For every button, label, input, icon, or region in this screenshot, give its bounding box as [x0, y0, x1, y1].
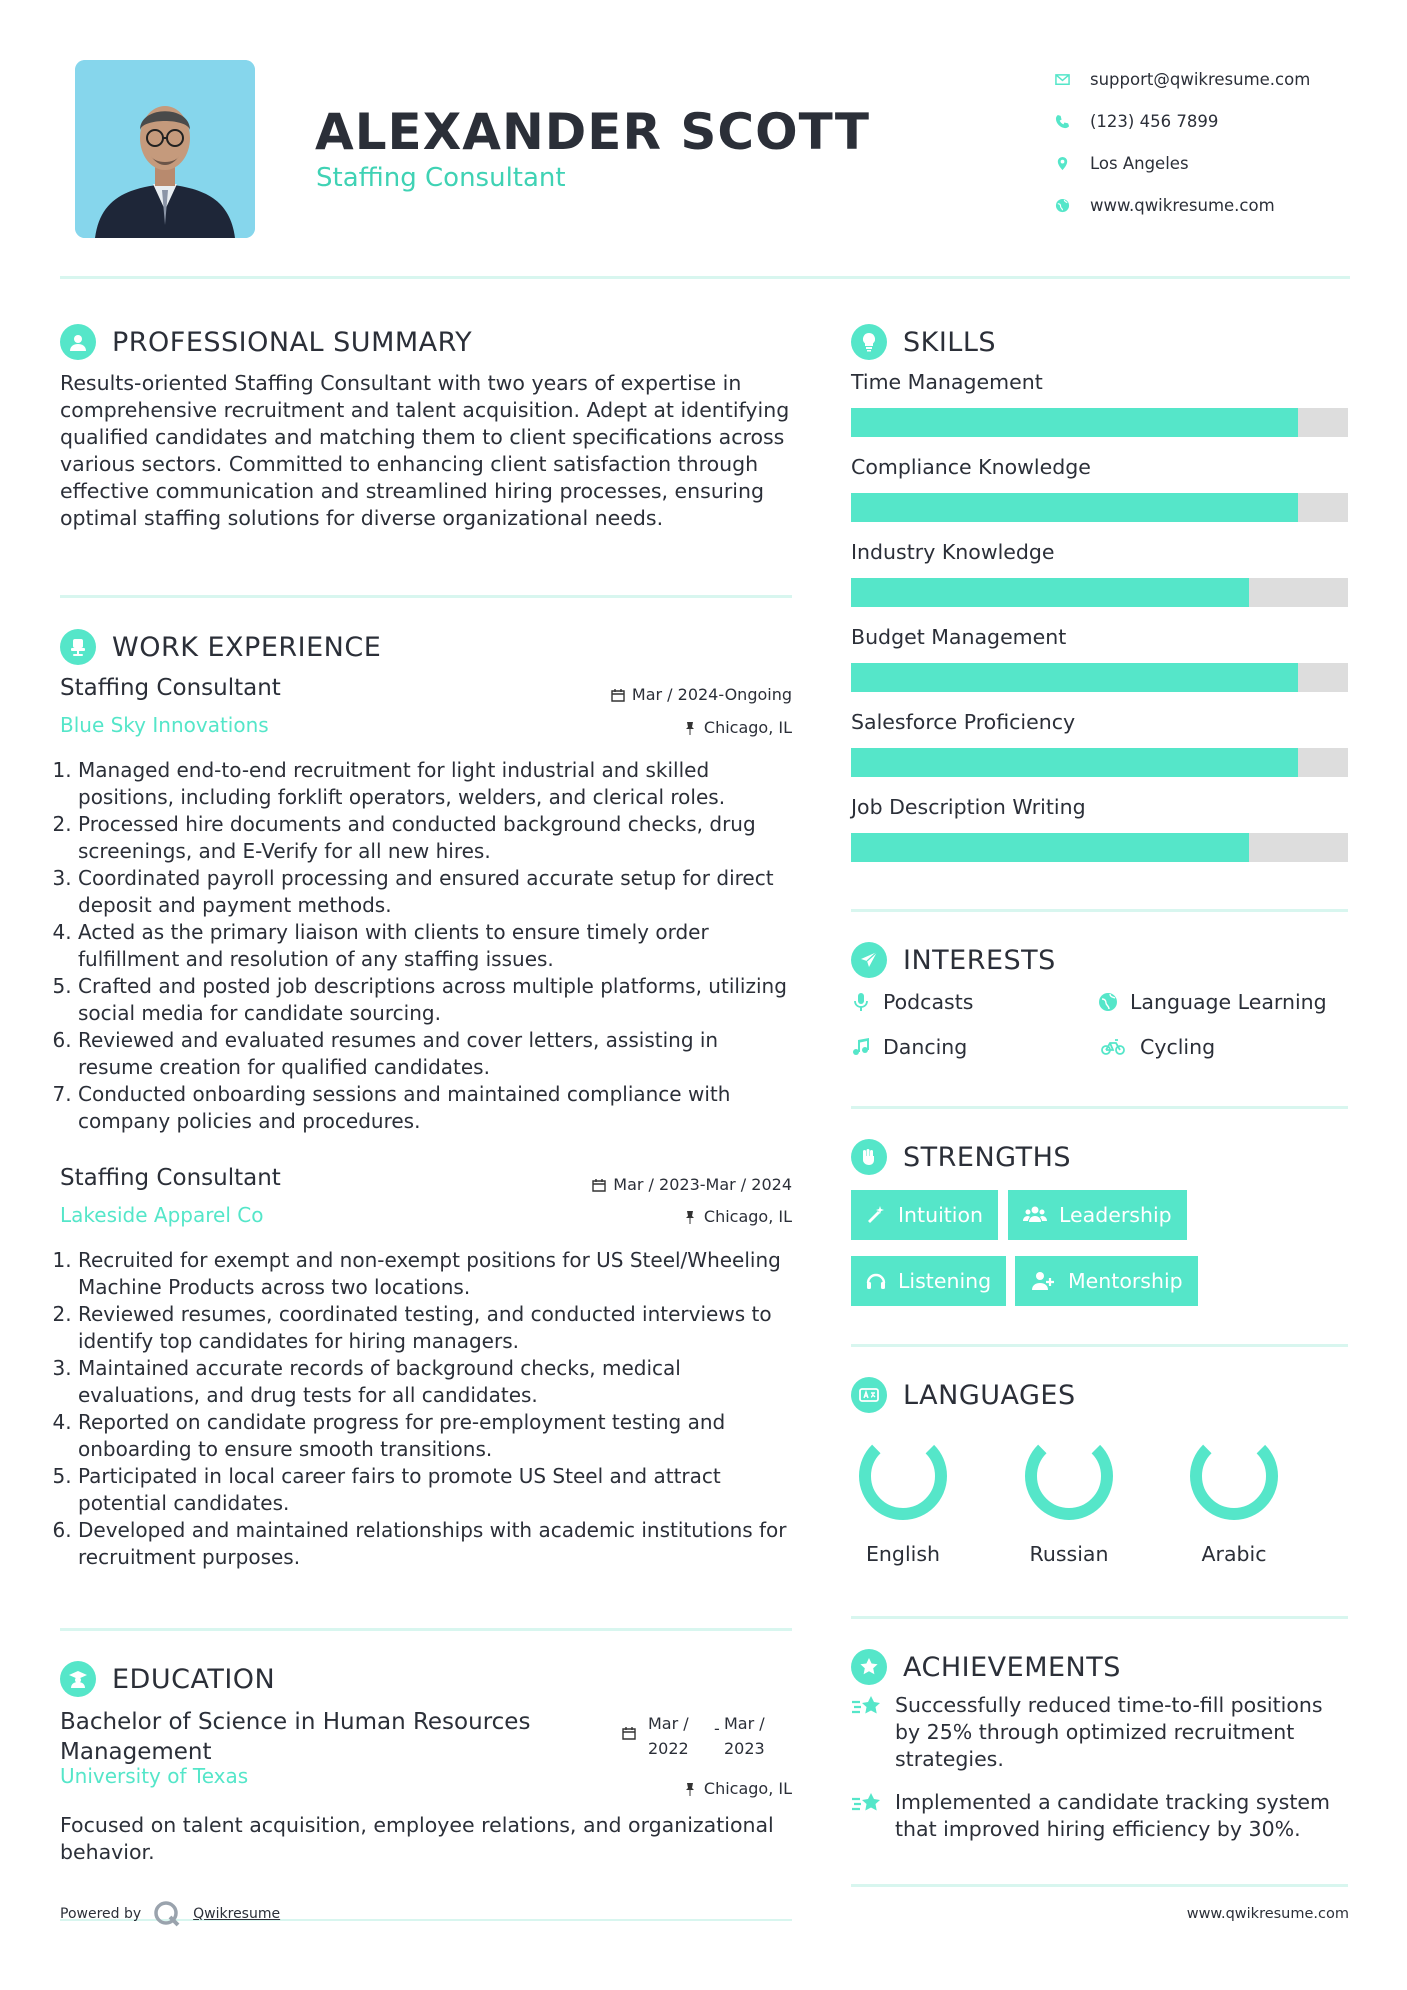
pushpin-icon — [683, 1782, 697, 1796]
pushpin-icon — [683, 1210, 697, 1224]
contact-email-text: support@qwikresume.com — [1090, 69, 1311, 89]
job-date — [592, 1175, 792, 1194]
interests-title: INTERESTS — [903, 944, 1056, 976]
calendar-icon — [611, 688, 625, 702]
map-pin-icon — [1054, 155, 1070, 171]
candidate-name: ALEXANDER SCOTT — [315, 103, 870, 161]
work-divider — [60, 1628, 792, 1631]
skill-item — [851, 370, 1348, 437]
interest-label: Cycling — [1140, 1035, 1216, 1059]
headphones-icon — [866, 1271, 886, 1291]
strengths-title: STRENGTHS — [903, 1141, 1072, 1173]
languages-header — [851, 1375, 1076, 1415]
skill-name: Time Management — [851, 370, 1043, 394]
job-bullet: 7. Conducted onboarding sessions and maintained compliance with company policies and procedures. — [78, 1081, 792, 1135]
skill-bar-fill — [851, 578, 1249, 607]
qwikresume-logo-icon — [153, 1900, 181, 1928]
language-ring — [1023, 1430, 1115, 1522]
skill-bar — [851, 833, 1348, 862]
skill-bar — [851, 408, 1348, 437]
microphone-icon — [851, 992, 871, 1012]
education-start-month: Mar / — [648, 1714, 689, 1733]
work-title: WORK EXPERIENCE — [112, 631, 382, 663]
skill-bar-fill — [851, 663, 1298, 692]
interest-label: Podcasts — [883, 990, 974, 1014]
job-bullet: 4. Acted as the primary liaison with clients to ensure timely order fulfillment and resolution of any staffing issues. — [78, 919, 792, 973]
contact-website[interactable] — [1054, 184, 1374, 226]
strength-chip — [1015, 1256, 1198, 1306]
education-end — [724, 1711, 765, 1761]
achievement-item — [851, 1789, 1351, 1843]
skills-divider — [851, 909, 1348, 912]
job-bullet: 3. Maintained accurate records of background checks, medical evaluations, and drug tests for all candidates. — [78, 1355, 792, 1409]
strength-chip — [851, 1190, 998, 1240]
languages-divider — [851, 1616, 1348, 1619]
skills-title: SKILLS — [903, 326, 997, 358]
job-bullets — [60, 757, 792, 1135]
profile-photo — [75, 60, 255, 238]
language-ring — [857, 1430, 949, 1522]
interests-divider — [851, 1106, 1348, 1109]
star-badge-icon — [851, 1649, 887, 1685]
summary-text: Results-oriented Staffing Consultant with two years of expertise in comprehensive recruitment and talent acquisition. Adept at identifying qualified candidates and matching them to client specifications across various sectors. Committed to enhancing client satisfaction through effective communication and streamlined hiring processes, ensuring optimal staffing solutions for diverse organizational needs. — [60, 371, 790, 530]
job-date-text: Mar / 2024-Ongoing — [631, 685, 792, 704]
globe-icon — [1054, 197, 1070, 213]
fist-icon — [851, 1139, 887, 1175]
education-start — [648, 1711, 689, 1761]
education-location-text: Chicago, IL — [703, 1779, 792, 1798]
strength-label: Listening — [898, 1269, 992, 1293]
job-company: Blue Sky Innovations — [60, 713, 269, 737]
portrait-image — [75, 60, 255, 238]
languages-title: LANGUAGES — [903, 1379, 1076, 1411]
interest-label: Language Learning — [1130, 990, 1327, 1014]
contact-phone[interactable] — [1054, 100, 1374, 142]
contact-phone-text: (123) 456 7899 — [1090, 111, 1219, 131]
summary-title: PROFESSIONAL SUMMARY — [112, 326, 473, 358]
user-plus-icon — [1030, 1271, 1056, 1291]
header-divider — [60, 276, 1350, 279]
language-card-icon — [851, 1377, 887, 1413]
phone-icon — [1054, 113, 1070, 129]
language-item — [843, 1430, 963, 1566]
summary-divider — [60, 595, 792, 598]
job-bullet: 4. Reported on candidate progress for pre-employment testing and onboarding to ensure smooth transitions. — [78, 1409, 792, 1463]
skill-item — [851, 540, 1348, 607]
language-ring-arc — [1188, 1430, 1280, 1522]
job-location-text: Chicago, IL — [703, 718, 792, 737]
skill-bar-fill — [851, 833, 1249, 862]
job-location — [683, 1207, 792, 1226]
skills-header — [851, 322, 996, 362]
education-title: EDUCATION — [112, 1663, 276, 1695]
education-dates — [622, 1709, 792, 1761]
job-company: Lakeside Apparel Co — [60, 1203, 264, 1227]
skill-bar-fill — [851, 748, 1298, 777]
job-entry-1 — [60, 675, 792, 1135]
education-end-month: Mar / — [724, 1714, 765, 1733]
strength-label: Intuition — [898, 1203, 984, 1227]
magic-wand-icon — [866, 1205, 886, 1225]
education-header — [60, 1659, 275, 1699]
job-entry-2 — [60, 1165, 792, 1571]
interest-item — [851, 990, 973, 1014]
achievements-header — [851, 1647, 1121, 1687]
users-icon — [1023, 1205, 1047, 1225]
skill-name: Salesforce Proficiency — [851, 710, 1076, 734]
work-header — [60, 627, 381, 667]
skill-item — [851, 455, 1348, 522]
school-name: University of Texas — [60, 1764, 249, 1788]
job-title: Staffing Consultant — [60, 1165, 281, 1191]
job-location — [683, 718, 792, 737]
language-ring-arc — [857, 1430, 949, 1522]
job-bullet: 5. Participated in local career fairs to promote US Steel and attract potential candidates. — [78, 1463, 792, 1517]
chair-icon — [60, 629, 96, 665]
strength-label: Mentorship — [1068, 1269, 1183, 1293]
interest-item — [1098, 990, 1327, 1014]
skill-bar-fill — [851, 408, 1298, 437]
contact-list — [1054, 58, 1374, 226]
shooting-star-icon — [851, 1694, 883, 1722]
achievement-text: Successfully reduced time-to-fill positions by 25% through optimized recruitment strategies. — [895, 1693, 1323, 1771]
job-bullet: 2. Processed hire documents and conducted background checks, drug screenings, and E-Verify for all new hires. — [78, 811, 792, 865]
degree-title: Bachelor of Science in Human Resources Management — [60, 1709, 531, 1765]
job-title: Staffing Consultant — [60, 675, 281, 701]
skill-name: Industry Knowledge — [851, 540, 1055, 564]
skill-name: Budget Management — [851, 625, 1067, 649]
job-bullet: 2. Reviewed resumes, coordinated testing, and conducted interviews to identify top candidates for hiring managers. — [78, 1301, 792, 1355]
job-bullet: 3. Coordinated payroll processing and ensured accurate setup for direct deposit and payment methods. — [78, 865, 792, 919]
language-name: English — [865, 1542, 941, 1566]
skill-bar — [851, 493, 1348, 522]
interest-item — [1098, 1035, 1215, 1059]
interest-item — [851, 1035, 967, 1059]
strengths-divider — [851, 1344, 1348, 1347]
contact-location — [1054, 142, 1374, 184]
skill-bar — [851, 748, 1348, 777]
language-ring — [1188, 1430, 1280, 1522]
contact-location-text: Los Angeles — [1090, 153, 1189, 173]
strength-label: Leadership — [1059, 1203, 1172, 1227]
job-bullets — [60, 1247, 792, 1571]
skill-name: Compliance Knowledge — [851, 455, 1091, 479]
education-description: Focused on talent acquisition, employee relations, and organizational behavior. — [60, 1813, 774, 1864]
pushpin-icon — [683, 721, 697, 735]
language-item — [1174, 1430, 1294, 1566]
skill-item — [851, 625, 1348, 692]
education-end-year: 2023 — [724, 1739, 765, 1758]
achievements-divider — [851, 1884, 1348, 1887]
education-start-year: 2022 — [648, 1739, 689, 1758]
achievement-item — [851, 1692, 1351, 1773]
music-note-icon — [851, 1037, 871, 1057]
contact-email[interactable] — [1054, 58, 1374, 100]
job-bullet: 6. Developed and maintained relationships with academic institutions for recruitment purposes. — [78, 1517, 792, 1571]
strength-chip — [1008, 1190, 1187, 1240]
education-location — [683, 1779, 792, 1798]
contact-website-text: www.qwikresume.com — [1090, 195, 1275, 215]
job-bullet: 1. Managed end-to-end recruitment for light industrial and skilled positions, including forklift operators, welders, and clerical roles. — [78, 757, 792, 811]
calendar-icon — [622, 1726, 636, 1740]
shooting-star-icon — [851, 1791, 883, 1819]
language-ring-arc — [1023, 1430, 1115, 1522]
skill-bar — [851, 663, 1348, 692]
strengths-header — [851, 1137, 1071, 1177]
footer-website[interactable]: www.qwikresume.com — [1186, 1906, 1349, 1922]
globe-icon — [1098, 992, 1118, 1012]
skill-bar-fill — [851, 493, 1298, 522]
job-date-text: Mar / 2023-Mar / 2024 — [613, 1175, 792, 1194]
paper-plane-icon — [851, 942, 887, 978]
lightbulb-icon — [851, 324, 887, 360]
language-name: Arabic — [1201, 1542, 1267, 1566]
job-bullet: 5. Crafted and posted job descriptions across multiple platforms, utilizing social media for candidate sourcing. — [78, 973, 792, 1027]
calendar-icon — [592, 1178, 606, 1192]
skill-bar — [851, 578, 1348, 607]
job-bullet: 6. Reviewed and evaluated resumes and cover letters, assisting in resume creation for qualified candidates. — [78, 1027, 792, 1081]
graduate-icon — [60, 1661, 96, 1697]
interest-label: Dancing — [883, 1035, 968, 1059]
skill-item — [851, 795, 1348, 862]
strength-chip — [851, 1256, 1006, 1306]
user-icon — [60, 324, 96, 360]
footer-powered-by — [60, 1900, 280, 1928]
powered-by-text: Powered by — [60, 1906, 142, 1922]
education-date-dash: - — [714, 1719, 720, 1738]
job-location-text: Chicago, IL — [703, 1207, 792, 1226]
interests-header — [851, 940, 1056, 980]
summary-header — [60, 322, 472, 362]
achievement-text: Implemented a candidate tracking system that improved hiring efficiency by 30%. — [895, 1790, 1330, 1841]
achievements-title: ACHIEVEMENTS — [903, 1651, 1121, 1683]
envelope-icon — [1054, 71, 1070, 87]
language-item — [1009, 1430, 1129, 1566]
job-date — [611, 685, 792, 704]
language-name: Russian — [1029, 1542, 1109, 1566]
qwikresume-link[interactable]: Qwikresume — [193, 1906, 281, 1922]
candidate-role: Staffing Consultant — [316, 163, 566, 193]
skill-item — [851, 710, 1348, 777]
bicycle-icon — [1098, 1037, 1128, 1057]
job-bullet: 1. Recruited for exempt and non-exempt positions for US Steel/Wheeling Machine Products across two locations. — [78, 1247, 792, 1301]
skill-name: Job Description Writing — [851, 795, 1086, 819]
